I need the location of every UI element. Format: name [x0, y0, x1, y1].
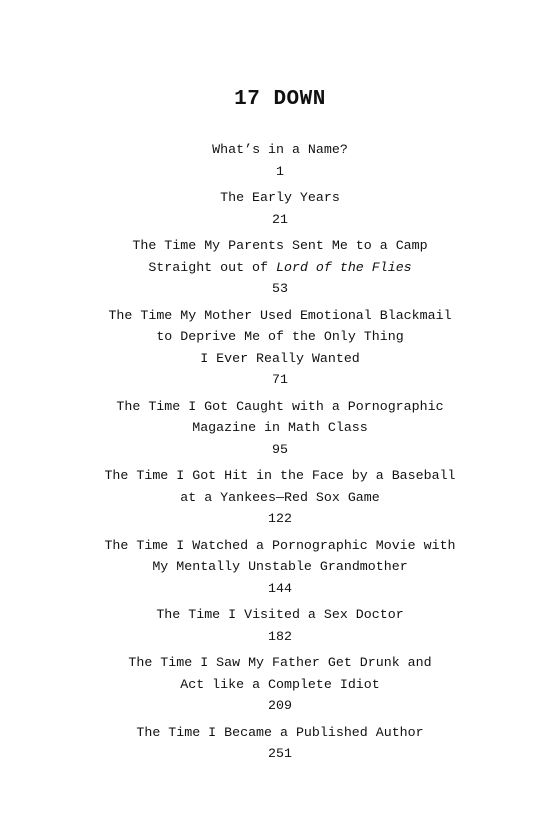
page-number: 1	[276, 163, 284, 179]
page-number: 251	[268, 746, 292, 761]
toc-entry	[0, 535, 560, 600]
chapter-title-line: The Time I Became a Published Author	[136, 724, 424, 740]
toc-entry	[0, 187, 560, 230]
toc-entry	[0, 305, 560, 391]
book-title: 17 DOWN	[234, 88, 326, 111]
chapter-title-line: at a Yankees—Red Sox Game	[180, 489, 380, 505]
page-number: 209	[268, 698, 292, 713]
page-number: 95	[272, 441, 288, 457]
chapter-title-line: The Time I Got Hit in the Face by a Baseball	[104, 468, 456, 483]
chapter-title-line: The Time My Parents Sent Me to a Camp	[132, 238, 428, 253]
chapter-title-line: Magazine in Math Class	[192, 420, 368, 435]
chapter-title-line	[0, 257, 560, 279]
chapter-title-line: The Time I Watched a Pornographic Movie with	[104, 537, 456, 553]
chapter-title-line: I Ever Really Wanted	[200, 350, 360, 366]
table-of-contents	[0, 139, 560, 770]
chapter-title-line: The Early Years	[220, 190, 340, 205]
toc-entry	[0, 396, 560, 461]
page-number: 53	[272, 281, 288, 296]
page-number: 182	[268, 628, 292, 644]
chapter-title-line: to Deprive Me of the Only Thing	[156, 329, 404, 344]
toc-entry	[0, 465, 560, 530]
toc-entry	[0, 235, 560, 300]
chapter-title-line: Act like a Complete Idiot	[180, 676, 380, 692]
page-number: 144	[268, 580, 292, 596]
toc-entry	[0, 722, 560, 765]
chapter-title-text: Straight out of	[148, 259, 276, 275]
chapter-title-line: The Time I Got Caught with a Pornographic	[116, 398, 444, 414]
chapter-title-line: My Mentally Unstable Grandmother	[152, 559, 408, 574]
toc-entry	[0, 604, 560, 647]
italic-book-title: Lord of the Flies	[276, 259, 412, 275]
toc-entry	[0, 139, 560, 182]
chapter-title-line: The Time I Saw My Father Get Drunk and	[128, 655, 432, 670]
chapter-title-line: The Time I Visited a Sex Doctor	[156, 607, 404, 622]
page-number: 21	[272, 211, 288, 227]
page-number: 122	[268, 511, 292, 526]
chapter-title-line: The Time My Mother Used Emotional Blackmail	[108, 307, 452, 323]
chapter-title-line: What’s in a Name?	[212, 142, 348, 157]
page-number: 71	[272, 372, 288, 387]
toc-entry	[0, 652, 560, 717]
